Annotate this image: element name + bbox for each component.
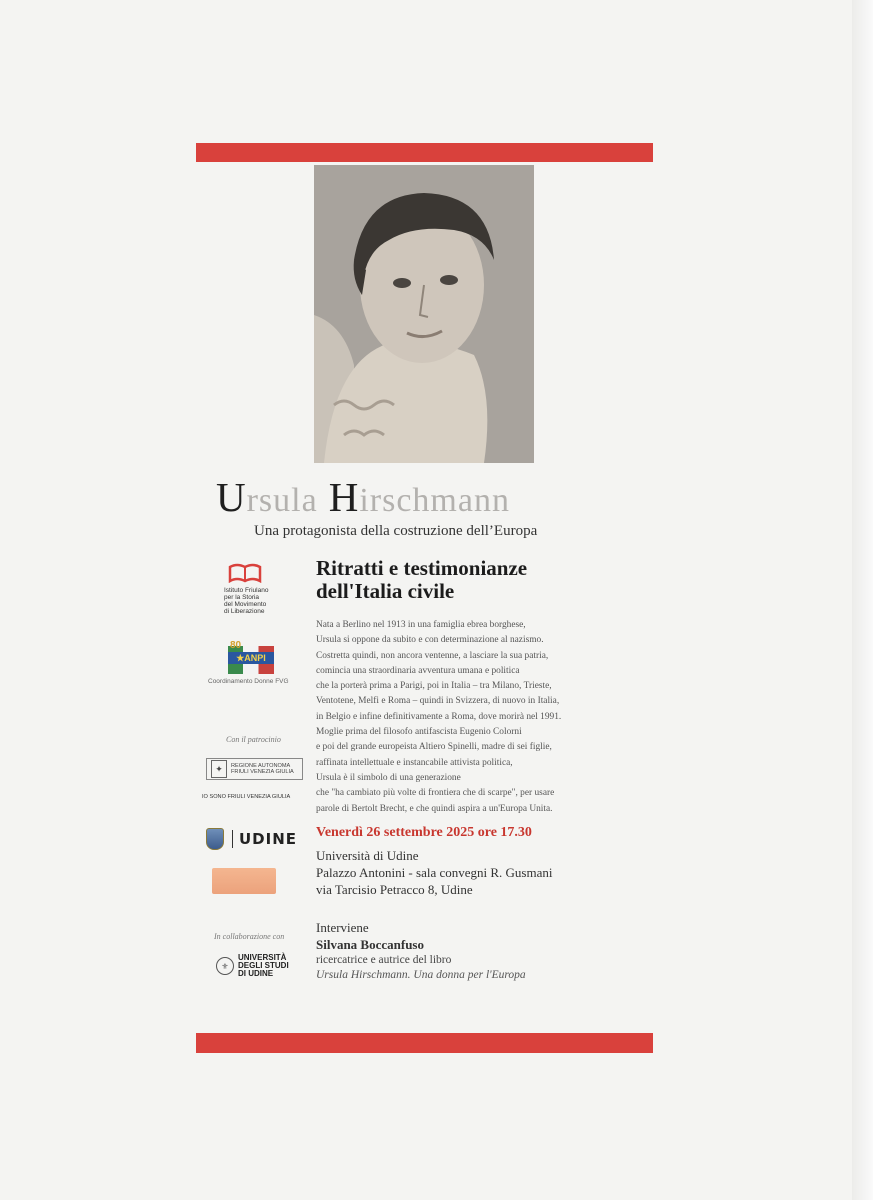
ifsml-text: Istituto Friulano per la Storia del Movimento di Liberazione (224, 587, 269, 615)
partner-logo-orange (212, 868, 276, 894)
region-eagle-icon: ✦ (211, 760, 227, 778)
name-last-rest: irschmann (359, 482, 510, 519)
open-book-icon (228, 563, 262, 583)
portrait-illustration (314, 165, 534, 463)
uniud-text: UNIVERSITÀ DEGLI STUDI DI UDINE (238, 953, 289, 978)
series-heading (316, 557, 646, 603)
name-initial-h: H (328, 474, 360, 520)
anpi-caption: Coordinamento Donne FVG (208, 678, 289, 685)
biography-text: Nata a Berlino nel 1913 in una famiglia ebrea borghese, Ursula si oppone da subito e con determinazione al nazismo. Costretta quindi, non ancora ventenne, a lasciare la sua patria, comincia una straordinaria avventura umana e politica che la porterà prima a Parigi, poi in Italia – tra Milano, Trieste, Ventotene, Melfi e Roma – quindi in Svizzera, di nuovo in Italia, in Belgio e infine definitivamente a Roma, dove morirà nel 1991. Moglie prima del filosofo antifascista Eugenio Colorni e poi del grande europeista Altiero Spinelli, madre di sei figlie, raffinata intellettuale e instancabile attivista politica, Ursula è il simbolo di una generazione che "ha cambiato più volte di frontiera che di scarpe", per usare parole di Bertolt Brecht, e che quindi aspira a un'Europa Unita. (316, 620, 562, 814)
event-venue: Università di Udine Palazzo Antonini - sala convegni R. Gusmani via Tarcisio Petracco 8, Udine (316, 848, 553, 897)
top-red-bar (196, 143, 653, 162)
region-fvg-logo (206, 758, 303, 780)
anpi-flag-icon (228, 640, 274, 674)
udine-crest-icon (206, 828, 224, 850)
speaker-name: Silvana Boccanfuso (316, 937, 424, 952)
speaker-intro: Interviene (316, 920, 369, 935)
book-title: Ursula Hirschmann. Una donna per l'Europa (316, 969, 526, 981)
speaker-role: ricercatrice e autrice del libro (316, 954, 452, 966)
poster (196, 143, 653, 1055)
anpi-80-badge: 80 (230, 640, 242, 651)
name-initial-u: U (216, 474, 247, 520)
person-name (216, 473, 646, 521)
uniud-seal-icon: ⚜ (216, 957, 234, 975)
udine-separator (232, 830, 233, 848)
heading-line-2: dell'Italia civile (316, 579, 455, 603)
udine-text: UDINE (239, 830, 298, 848)
bottom-red-bar (196, 1033, 653, 1053)
ifsml-logo (224, 563, 294, 615)
portrait-photo (314, 165, 534, 463)
heading-line-1: Ritratti e testimonianze (316, 556, 528, 580)
speaker-block (316, 919, 646, 983)
patrocinio-label: Con il patrocinio (226, 735, 281, 744)
subtitle: Una protagonista della costruzione dell’Europa (254, 523, 538, 539)
region-text: REGIONE AUTONOMA FRIULI VENEZIA GIULIA (231, 763, 294, 775)
event-date: Venerdì 26 settembre 2025 ore 17.30 (316, 825, 532, 840)
anpi-label: ★ANPI (228, 652, 274, 664)
uniud-logo (216, 954, 289, 978)
page-edge (852, 0, 873, 1200)
io-sono-fvg-logo: IO SONO FRIULI VENEZIA GIULIA (202, 794, 291, 800)
collaboration-label: In collaborazione con (214, 932, 285, 941)
udine-logo (206, 828, 297, 850)
name-first-rest: rsula (246, 482, 318, 519)
anpi-logo (208, 640, 298, 685)
